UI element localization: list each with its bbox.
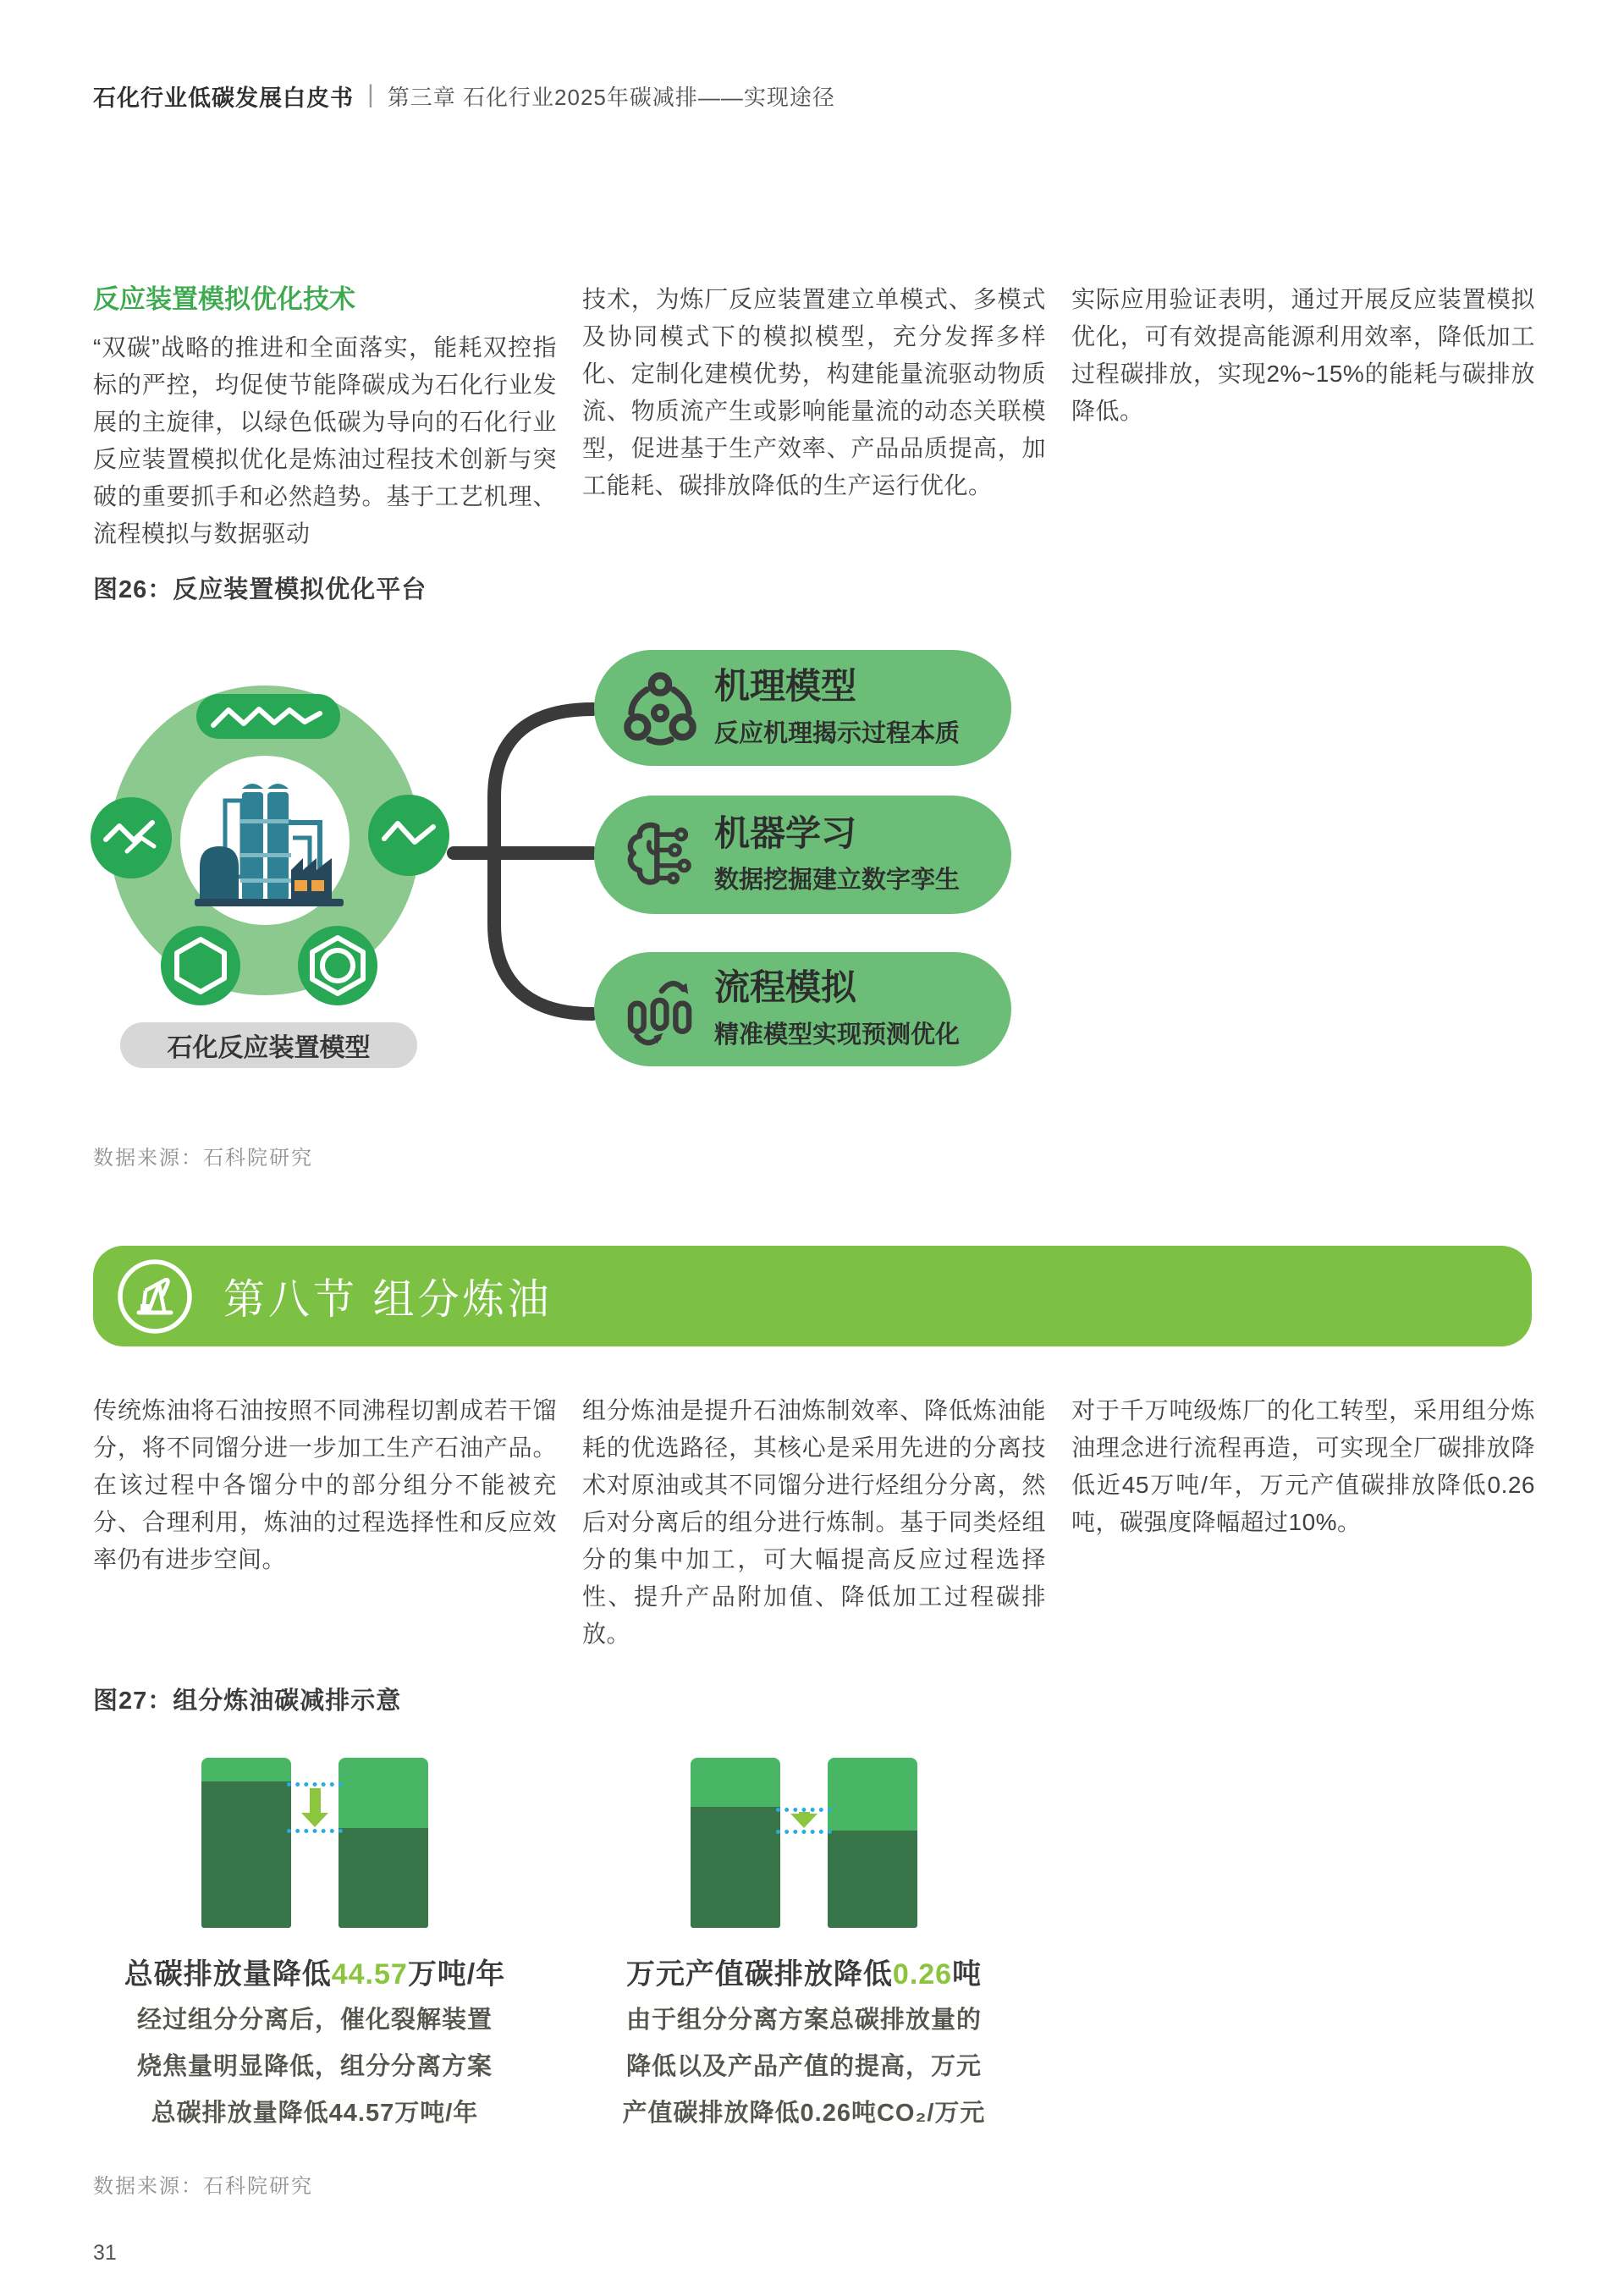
pill-machine-learning xyxy=(594,796,1011,914)
pill-subtitle: 数据挖掘建立数字孪生 xyxy=(714,867,961,895)
pill-process-simulation xyxy=(594,952,1011,1066)
chart-description: 经过组分分离后，催化裂解装置烧焦量明显降低，组分分离方案总碳排放量降低44.57万吨/年 xyxy=(136,2007,493,2127)
hub-label: 石化反应装置模型 xyxy=(120,1022,417,1068)
down-arrow-icon xyxy=(301,1788,328,1827)
pill-subtitle: 精准模型实现预测优化 xyxy=(714,1021,961,1049)
bar-pair xyxy=(597,1758,1011,1928)
bar-reduction-segment xyxy=(201,1758,291,1781)
bar-emission-segment xyxy=(828,1831,917,1928)
text-column-1 xyxy=(93,278,557,553)
oil-pumpjack-icon xyxy=(115,1257,195,1336)
book-title: 石化行业低碳发展白皮书 xyxy=(93,85,354,111)
section-fraction-refining xyxy=(93,1392,1537,1653)
body-paragraph: 传统炼油将石油按照不同沸程切割成若干馏分，将不同馏分进一步加工生产石油产品。在该过程中各馏分中的部分组分不能被充分、合理利用，炼油的过程选择性和反应效率仍有进步空间。 xyxy=(93,1397,557,1572)
bar-after xyxy=(828,1758,917,1928)
bar-emission-segment xyxy=(691,1807,780,1928)
bar-after xyxy=(339,1758,428,1928)
body-paragraph: 实际应用验证表明，通过开展反应装置模拟优化，可有效提高能源利用效率，降低加工过程碳排放，实现2%~15%的能耗与碳排放降低。 xyxy=(1071,286,1535,424)
brace-connector xyxy=(440,694,609,1032)
figure26-caption: 图26：反应装置模拟优化平台 xyxy=(93,576,427,603)
figure26-source: 数据来源：石科院研究 xyxy=(93,1147,313,1170)
chart-title: 万元产值碳排放降低0.26吨 xyxy=(625,1958,983,1990)
text-column-2 xyxy=(582,1392,1046,1653)
section-title: 反应装置模拟优化技术 xyxy=(93,284,355,314)
guide-line-after xyxy=(287,1829,343,1833)
brain-circuit-icon xyxy=(619,816,701,894)
reduction-indicator xyxy=(291,1758,339,1928)
benzene-node xyxy=(161,926,240,1005)
body-paragraph: 对于千万吨级炼厂的化工转型，采用组分炼油理念进行流程再造，可实现全厂碳排放降低近45万吨/年，万元产值碳排放降低0.26吨，碳强度降幅超过10%。 xyxy=(1071,1397,1535,1535)
bar-before xyxy=(201,1758,291,1928)
zigzag-chain-icon xyxy=(205,700,332,734)
figure26 xyxy=(0,559,1624,1227)
chart-title: 总碳排放量降低44.57万吨/年 xyxy=(124,1958,506,1990)
pill-title: 机理模型 xyxy=(714,666,857,707)
figure27 xyxy=(0,1680,1624,2272)
guide-line-before xyxy=(287,1782,343,1787)
text-column-1 xyxy=(93,1392,557,1653)
chart-total-emission xyxy=(107,1758,522,2137)
section-reactor-simulation xyxy=(93,278,1537,553)
highlight-value: 0.26 xyxy=(892,1958,953,1990)
hexagon-icon xyxy=(173,936,228,995)
figure27-source: 数据来源：石科院研究 xyxy=(93,2175,313,2198)
body-paragraph: “双碳”战略的推进和全面落实，能耗双控指标的严控，均促使节能降碳成为石化行业发展的主旋律，以绿色低碳为导向的石化行业反应装置模拟优化是炼油过程技术创新与突破的重要抓手和必然趋势。基于工艺机理、流程模拟与数据驱动 xyxy=(93,334,557,547)
molecule-chain-node-right xyxy=(368,795,449,876)
pill-title: 流程模拟 xyxy=(714,967,857,1008)
pill-title: 机器学习 xyxy=(714,812,857,853)
guide-line-after xyxy=(776,1830,832,1834)
banner-label: 第八节 组分炼油 xyxy=(223,1276,553,1323)
pill-subtitle: 反应机理揭示过程本质 xyxy=(714,719,961,747)
text-column-2 xyxy=(582,278,1046,553)
refinery-illustration xyxy=(193,772,345,909)
section-banner xyxy=(93,1246,1532,1346)
pill-text xyxy=(714,814,960,895)
reduction-indicator xyxy=(780,1758,828,1928)
text-column-3 xyxy=(1071,278,1535,553)
body-paragraph: 组分炼油是提升石油炼制效率、降低炼油能耗的优选路径，其核心是采用先进的分离技术对原油或其不同馏分进行烃组分分离，然后对分离后的组分进行炼制。基于同类烃组分的集中加工，可大幅提高反应过程选择性、提升产品附加值、降低加工过程碳排放。 xyxy=(582,1397,1046,1647)
process-loop-icon xyxy=(619,971,701,1049)
hexagon-ring-icon xyxy=(308,934,367,997)
text-column-3 xyxy=(1071,1392,1535,1653)
bar-pair xyxy=(107,1758,522,1928)
doc-header xyxy=(93,80,835,113)
chart-description: 由于组分分离方案总碳排放量的降低以及产品产值的提高，万元产值碳排放降低0.26吨CO₂/万元 xyxy=(622,2007,986,2127)
pill-mechanism-model xyxy=(594,650,1011,766)
bar-reduction-segment xyxy=(339,1758,428,1828)
page-number: 31 xyxy=(93,2241,117,2265)
bar-emission-segment xyxy=(339,1828,428,1928)
bar-emission-segment xyxy=(201,1781,291,1928)
molecule-icon xyxy=(619,669,701,747)
down-arrow-icon xyxy=(790,1812,818,1828)
aromatic-ring-node xyxy=(298,926,377,1005)
bar-before xyxy=(691,1758,780,1928)
body-paragraph: 技术，为炼厂反应装置建立单模式、多模式及协同模式下的模拟模型，充分发挥多样化、定制化建模优势，构建能量流驱动物质流、物质流产生或影响能量流的动态关联模型，促进基于生产效率、产品品质提高，加工能耗、碳排放降低的生产运行优化。 xyxy=(582,286,1046,498)
bar-reduction-segment xyxy=(828,1758,917,1831)
bar-reduction-segment xyxy=(691,1758,780,1807)
highlight-value: 44.57 xyxy=(331,1958,408,1990)
chart-intensity-emission xyxy=(597,1758,1011,2137)
header-separator: | xyxy=(367,80,374,108)
zigzag-icon xyxy=(102,818,161,858)
zigzag-icon xyxy=(381,818,437,852)
pill-text xyxy=(714,968,960,1049)
molecule-chain-node-left xyxy=(91,797,172,878)
chapter-title: 第三章 石化行业2025年碳减排——实现途径 xyxy=(387,85,835,110)
figure27-caption: 图27：组分炼油碳减排示意 xyxy=(93,1688,402,1715)
polymer-chain-node xyxy=(196,694,340,739)
pill-text xyxy=(714,667,960,748)
